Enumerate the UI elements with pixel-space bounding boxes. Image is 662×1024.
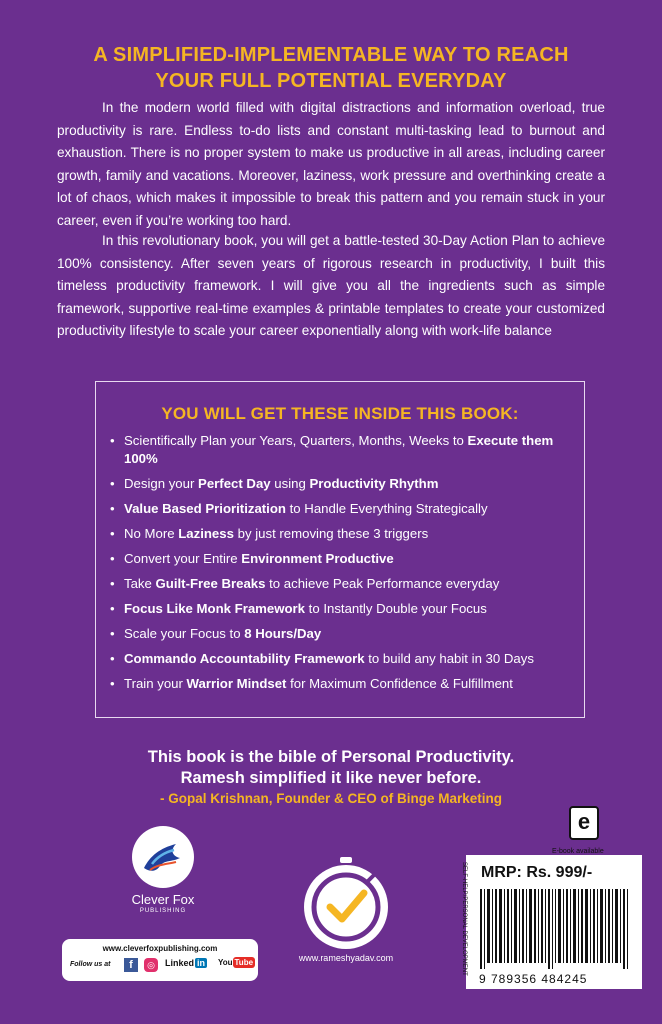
author-badge bbox=[298, 857, 394, 963]
feature-item: • Scientifically Plan your Years, Quarters, Months, Weeks to Execute them 100% bbox=[106, 432, 574, 468]
category-label bbox=[457, 862, 467, 982]
mrp-price: MRP: Rs. 999/- bbox=[481, 864, 593, 881]
category-text: SELF-HELP/PERSONAL DEVELOPMENT bbox=[461, 862, 467, 976]
headline-line1: A SIMPLIFIED-IMPLEMENTABLE WAY TO REACH bbox=[93, 44, 569, 66]
follow-us-label: Follow us at bbox=[70, 961, 111, 968]
feature-item: • Value Based Prioritization to Handle Everything Strategically bbox=[106, 500, 574, 518]
headline-line2: YOUR FULL POTENTIAL EVERYDAY bbox=[155, 70, 507, 92]
youtube-tube: Tube bbox=[234, 958, 254, 967]
quote-line2: Ramesh simplified it like never before. bbox=[180, 769, 482, 787]
feature-item: • No More Laziness by just removing these 3 triggers bbox=[106, 525, 574, 543]
intro-paragraph-2 bbox=[57, 230, 605, 343]
intro-paragraph-1 bbox=[57, 97, 605, 232]
author-website[interactable]: www.rameshyadav.com bbox=[298, 953, 394, 963]
publisher-sub: PUBLISHING bbox=[139, 908, 187, 914]
social-links-card bbox=[62, 939, 258, 981]
feature-item: • Train your Warrior Mindset for Maximum Confidence & Fulfillment bbox=[106, 675, 574, 693]
feature-item: • Design your Perfect Day using Productivity Rhythm bbox=[106, 475, 574, 493]
quote-line1: This book is the bible of Personal Productivity. bbox=[147, 748, 515, 766]
publisher-logo bbox=[122, 826, 204, 926]
features-title: YOU WILL GET THESE INSIDE THIS BOOK: bbox=[161, 404, 519, 423]
intro-paragraph-2-text: In this revolutionary book, you will get a battle-tested 30-Day Action Plan to achieve 100% consistency. After seven years of rigorous research in productivity, I built this timeless productivity framework. I will give you all the ingredients such as simple framework, supportive real-time examples & printable templates to create your customized productivity lifestyle to scale your career exponentially along with work-life balance bbox=[57, 233, 605, 338]
feature-item: • Scale your Focus to 8 Hours/Day bbox=[106, 625, 574, 643]
ebook-icon: e bbox=[569, 806, 599, 840]
facebook-icon[interactable]: f bbox=[124, 958, 138, 972]
feature-item: • Focus Like Monk Framework to Instantly Double your Focus bbox=[106, 600, 574, 618]
feature-item: • Commando Accountability Framework to build any habit in 30 Days bbox=[106, 650, 574, 668]
isbn-number: 9 789356 484245 bbox=[479, 972, 588, 986]
stopwatch-check-icon bbox=[302, 857, 390, 953]
ebook-badge bbox=[552, 806, 622, 864]
quote-attribution: - Gopal Krishnan, Founder & CEO of Binge Marketing bbox=[159, 791, 502, 806]
features-list bbox=[106, 432, 574, 700]
headline bbox=[40, 42, 622, 94]
youtube-you: You bbox=[218, 958, 233, 967]
fox-icon bbox=[142, 838, 184, 876]
feature-item: • Take Guilt-Free Breaks to achieve Peak Performance everyday bbox=[106, 575, 574, 593]
endorsement-quote bbox=[40, 747, 622, 808]
youtube-icon[interactable] bbox=[218, 958, 255, 967]
instagram-icon[interactable]: ◎ bbox=[144, 958, 158, 972]
intro-paragraph-1-text: In the modern world filled with digital distractions and information overload, true productivity is rare. Endless to-do lists and constant multi-tasking lead to burnout and exhaustion. There is no proper system to make us productive in all areas, including career growth, family and vacations. Moreover, laziness, work pressure and overthinking create a lot of chaos, which makes it impossible to break this pattern and you remain stuck in your career, even if you’re working too hard. bbox=[57, 100, 605, 228]
linkedin-icon[interactable] bbox=[165, 958, 207, 968]
publisher-url[interactable]: www.cleverfoxpublishing.com bbox=[102, 944, 218, 953]
feature-item: • Convert your Entire Environment Productive bbox=[106, 550, 574, 568]
linkedin-in: in bbox=[197, 958, 206, 968]
ebook-label: E-book available bbox=[552, 848, 604, 855]
publisher-name: Clever Fox bbox=[131, 892, 195, 907]
linkedin-text: Linked bbox=[165, 958, 195, 968]
features-box bbox=[95, 381, 585, 718]
